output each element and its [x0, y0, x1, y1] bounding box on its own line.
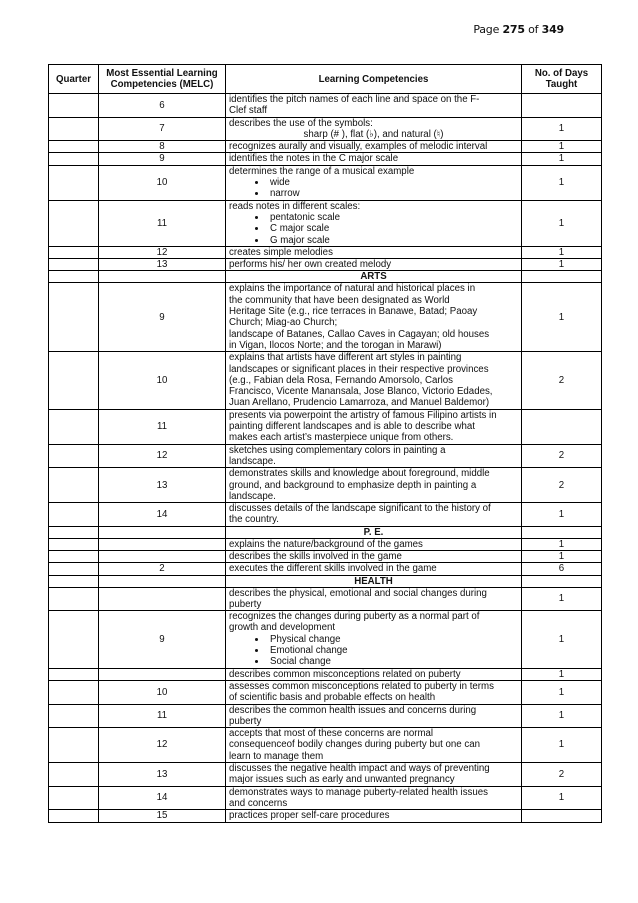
- competency-line: presents via powerpoint the artistry of famous Filipino artists in: [229, 409, 497, 421]
- table-row: [49, 409, 602, 444]
- competency-line: discusses the negative health impact and ways of preventing: [229, 763, 490, 775]
- section-empty-cell: [49, 526, 99, 538]
- competency-line: discusses details of the landscape significant to the history of: [229, 503, 491, 515]
- days-cell: 1: [522, 786, 602, 810]
- competency-line: landscapes or significant places in their respective provinces: [229, 363, 489, 375]
- days-cell: [522, 94, 602, 118]
- days-cell: 2: [522, 352, 602, 409]
- table-body: [49, 94, 602, 823]
- table-row: [49, 810, 602, 822]
- section-empty-cell: [99, 575, 226, 587]
- days-cell: 1: [522, 611, 602, 668]
- table-row: [49, 117, 602, 141]
- melc-cell: 13: [99, 763, 226, 787]
- days-cell: 2: [522, 444, 602, 468]
- competency-cell: [226, 550, 522, 562]
- melc-cell: 9: [99, 611, 226, 668]
- section-empty-cell: [522, 271, 602, 283]
- competency-cell: [226, 728, 522, 763]
- quarter-cell: [49, 153, 99, 165]
- melc-cell: 8: [99, 141, 226, 153]
- melc-cell: 12: [99, 444, 226, 468]
- competency-line: ground, and background to emphasize depth in painting a: [229, 479, 477, 491]
- competency-line: Francisco, Vicente Manansala, Jose Blanco, Victorio Edades,: [229, 386, 493, 398]
- melc-cell: 11: [99, 409, 226, 444]
- competency-cell: [226, 444, 522, 468]
- days-cell: [522, 810, 602, 822]
- quarter-cell: [49, 587, 99, 611]
- quarter-cell: [49, 283, 99, 352]
- table-row: [49, 786, 602, 810]
- competency-line: practices proper self-care procedures: [229, 810, 390, 822]
- competency-line: the country.: [229, 514, 279, 526]
- table-row: [49, 728, 602, 763]
- competency-line: (e.g., Fabian dela Rosa, Fernando Amorsolo, Carlos: [229, 374, 454, 386]
- competency-line: Juan Arellano, Prudencio Lamarroza, and Manuel Baldemor): [229, 397, 490, 409]
- section-title: P. E.: [226, 526, 522, 538]
- section-empty-cell: [99, 271, 226, 283]
- quarter-cell: [49, 810, 99, 822]
- competency-cell: [226, 246, 522, 258]
- melc-cell: 10: [99, 680, 226, 704]
- competency-cell: [226, 503, 522, 527]
- competency-cell: [226, 810, 522, 822]
- section-empty-cell: [49, 271, 99, 283]
- competency-cell: [226, 538, 522, 550]
- bullet-list: [229, 177, 518, 200]
- table-row: [49, 444, 602, 468]
- days-cell: 1: [522, 503, 602, 527]
- quarter-cell: [49, 259, 99, 271]
- melc-cell: 9: [99, 283, 226, 352]
- melc-cell: 7: [99, 117, 226, 141]
- competency-line: growth and development: [229, 622, 336, 634]
- bullet-item: • narrow: [267, 188, 518, 199]
- days-cell: 2: [522, 468, 602, 503]
- quarter-cell: [49, 503, 99, 527]
- competency-line: recognizes aurally and visually, examples of melodic interval: [229, 141, 488, 153]
- section-header-row: [49, 575, 602, 587]
- competency-cell: [226, 704, 522, 728]
- days-cell: 1: [522, 550, 602, 562]
- days-cell: 1: [522, 704, 602, 728]
- competency-line: Clef staff: [229, 105, 268, 117]
- competency-line: determines the range of a musical example: [229, 165, 415, 177]
- competency-line: in Vigan, Ilocos Norte; and the torogan in Marawi): [229, 339, 442, 351]
- section-header-row: [49, 271, 602, 283]
- days-cell: 1: [522, 117, 602, 141]
- competency-cell: [226, 141, 522, 153]
- section-header-row: [49, 526, 602, 538]
- bullet-item: • C major scale: [267, 223, 518, 234]
- quarter-cell: [49, 704, 99, 728]
- melc-cell: [99, 587, 226, 611]
- competency-line: learn to manage them: [229, 750, 324, 762]
- competency-line: major issues such as early and unwanted pregnancy: [229, 774, 455, 786]
- competency-cell: [226, 153, 522, 165]
- competency-line: describes the skills involved in the game: [229, 550, 402, 562]
- competency-line: recognizes the changes during puberty as a normal part of: [229, 611, 480, 623]
- competency-line: puberty: [229, 598, 262, 610]
- melc-cell: 6: [99, 94, 226, 118]
- section-title: HEALTH: [226, 575, 522, 587]
- melc-cell: 13: [99, 259, 226, 271]
- melc-cell: 15: [99, 810, 226, 822]
- competency-line: describes the use of the symbols:: [229, 117, 373, 129]
- melc-cell: 11: [99, 200, 226, 246]
- bullet-list: [229, 634, 518, 668]
- competency-line: performs his/ her own created melody: [229, 259, 392, 271]
- competency-cell: [226, 94, 522, 118]
- competency-line: explains the nature/background of the games: [229, 538, 423, 550]
- quarter-cell: [49, 246, 99, 258]
- competency-line: demonstrates ways to manage puberty-related health issues: [229, 786, 489, 798]
- days-cell: 1: [522, 165, 602, 200]
- table-row: [49, 587, 602, 611]
- days-cell: 1: [522, 728, 602, 763]
- competency-line: demonstrates skills and knowledge about foreground, middle: [229, 468, 490, 480]
- melc-cell: 2: [99, 563, 226, 575]
- competency-cell: [226, 259, 522, 271]
- competency-line: explains the importance of natural and historical places in: [229, 283, 476, 295]
- quarter-cell: [49, 763, 99, 787]
- quarter-cell: [49, 611, 99, 668]
- bullet-item: • G major scale: [267, 235, 518, 246]
- table-row: [49, 141, 602, 153]
- table-row: [49, 94, 602, 118]
- competency-line: identifies the notes in the C major scale: [229, 153, 399, 165]
- days-cell: 2: [522, 763, 602, 787]
- melc-cell: 13: [99, 468, 226, 503]
- competency-line: identifies the pitch names of each line and space on the F-: [229, 94, 480, 105]
- days-cell: 1: [522, 668, 602, 680]
- competency-line: and concerns: [229, 797, 288, 809]
- section-empty-cell: [49, 575, 99, 587]
- header-melc: Most Essential Learning Competencies (MELC): [99, 65, 226, 94]
- days-cell: [522, 409, 602, 444]
- table-row: [49, 352, 602, 409]
- page-label: Page: [473, 23, 500, 36]
- days-cell: 1: [522, 246, 602, 258]
- days-cell: 1: [522, 141, 602, 153]
- melc-cell: 10: [99, 352, 226, 409]
- table-row: [49, 468, 602, 503]
- days-cell: 1: [522, 259, 602, 271]
- section-empty-cell: [99, 526, 226, 538]
- melc-cell: 9: [99, 153, 226, 165]
- table-row: [49, 246, 602, 258]
- melc-cell: [99, 668, 226, 680]
- days-cell: 1: [522, 587, 602, 611]
- bullet-list: [229, 212, 518, 246]
- competency-cell: [226, 283, 522, 352]
- days-cell: 1: [522, 153, 602, 165]
- table-row: [49, 200, 602, 246]
- competency-line: describes the common health issues and concerns during: [229, 704, 477, 716]
- days-cell: 1: [522, 283, 602, 352]
- competency-cell: [226, 668, 522, 680]
- competency-line: of scientific basis and probable effects on health: [229, 692, 436, 704]
- quarter-cell: [49, 563, 99, 575]
- quarter-cell: [49, 165, 99, 200]
- melc-cell: [99, 550, 226, 562]
- table-row: [49, 259, 602, 271]
- days-cell: 1: [522, 680, 602, 704]
- bullet-item: • wide: [267, 177, 518, 188]
- quarter-cell: [49, 444, 99, 468]
- competency-line: accepts that most of these concerns are normal: [229, 728, 434, 740]
- days-cell: 1: [522, 200, 602, 246]
- quarter-cell: [49, 200, 99, 246]
- quarter-cell: [49, 550, 99, 562]
- quarter-cell: [49, 352, 99, 409]
- header-days-taught: No. of Days Taught: [522, 65, 602, 94]
- competency-cell: [226, 611, 522, 668]
- current-page: 275: [502, 23, 525, 36]
- section-title: ARTS: [226, 271, 522, 283]
- quarter-cell: [49, 141, 99, 153]
- competency-line: the community that have been designated as World: [229, 294, 450, 306]
- days-cell: 1: [522, 538, 602, 550]
- quarter-cell: [49, 538, 99, 550]
- table-row: [49, 668, 602, 680]
- competency-line: sketches using complementary colors in painting a: [229, 444, 446, 456]
- competency-line: puberty: [229, 715, 262, 727]
- header-quarter: Quarter: [49, 65, 99, 94]
- competency-cell: [226, 200, 522, 246]
- competency-line: landscape of Batanes, Callao Caves in Cagayan; old houses: [229, 328, 490, 340]
- table-row: [49, 680, 602, 704]
- melc-cell: 12: [99, 246, 226, 258]
- quarter-cell: [49, 728, 99, 763]
- table-row: [49, 153, 602, 165]
- bullet-item: • pentatonic scale: [267, 212, 518, 223]
- melc-cell: [99, 538, 226, 550]
- melc-cell: 14: [99, 786, 226, 810]
- bullet-item: • Social change: [267, 656, 518, 667]
- page-of-label: of: [528, 23, 539, 36]
- competency-cell: [226, 587, 522, 611]
- quarter-cell: [49, 668, 99, 680]
- quarter-cell: [49, 468, 99, 503]
- competency-line: painting different landscapes and is able to describe what: [229, 421, 475, 433]
- total-pages: 349: [541, 23, 564, 36]
- quarter-cell: [49, 409, 99, 444]
- competency-line: assesses common misconceptions related to puberty in terms: [229, 680, 494, 692]
- competency-cell: [226, 563, 522, 575]
- learning-competencies-table: [48, 64, 602, 823]
- competency-line: landscape.: [229, 490, 276, 502]
- competency-line: describes the physical, emotional and social changes during: [229, 587, 487, 599]
- table-row: [49, 704, 602, 728]
- competency-line: explains that artists have different art styles in painting: [229, 352, 462, 364]
- table-row: [49, 563, 602, 575]
- page-number: [473, 23, 564, 36]
- competency-cell: [226, 468, 522, 503]
- competency-symbols-line: sharp (# ), flat (♭), and natural (♮): [303, 128, 444, 140]
- table-row: [49, 283, 602, 352]
- quarter-cell: [49, 117, 99, 141]
- competency-line: creates simple melodies: [229, 246, 333, 258]
- melc-cell: 12: [99, 728, 226, 763]
- quarter-cell: [49, 94, 99, 118]
- melc-cell: 11: [99, 704, 226, 728]
- header-learning-competencies: Learning Competencies: [226, 65, 522, 94]
- table-row: [49, 503, 602, 527]
- bullet-item: • Physical change: [267, 634, 518, 645]
- competency-cell: [226, 165, 522, 200]
- quarter-cell: [49, 680, 99, 704]
- competency-cell: [226, 786, 522, 810]
- competency-line: makes each artist’s masterpiece unique from others.: [229, 432, 454, 444]
- table-row: [49, 611, 602, 668]
- table-row: [49, 763, 602, 787]
- section-empty-cell: [522, 526, 602, 538]
- table-row: [49, 165, 602, 200]
- bullet-item: • Emotional change: [267, 645, 518, 656]
- competency-cell: [226, 680, 522, 704]
- table-row: [49, 538, 602, 550]
- competency-line: landscape.: [229, 455, 276, 467]
- competency-line: Church; Miag-ao Church;: [229, 317, 338, 329]
- days-cell: 6: [522, 563, 602, 575]
- competency-cell: [226, 409, 522, 444]
- competency-line: describes common misconceptions related on puberty: [229, 668, 461, 680]
- competency-cell: [226, 117, 522, 141]
- section-empty-cell: [522, 575, 602, 587]
- competency-line: Heritage Site (e.g., rice terraces in Banawe, Batad; Paoay: [229, 306, 478, 318]
- competency-cell: [226, 763, 522, 787]
- quarter-cell: [49, 786, 99, 810]
- table-header-row: [49, 65, 602, 94]
- competency-cell: [226, 352, 522, 409]
- competency-line: reads notes in different scales:: [229, 200, 361, 212]
- competency-line: consequenceof bodily changes during puberty but one can: [229, 739, 480, 751]
- competency-line: executes the different skills involved in the game: [229, 563, 437, 575]
- melc-cell: 14: [99, 503, 226, 527]
- melc-cell: 10: [99, 165, 226, 200]
- table-row: [49, 550, 602, 562]
